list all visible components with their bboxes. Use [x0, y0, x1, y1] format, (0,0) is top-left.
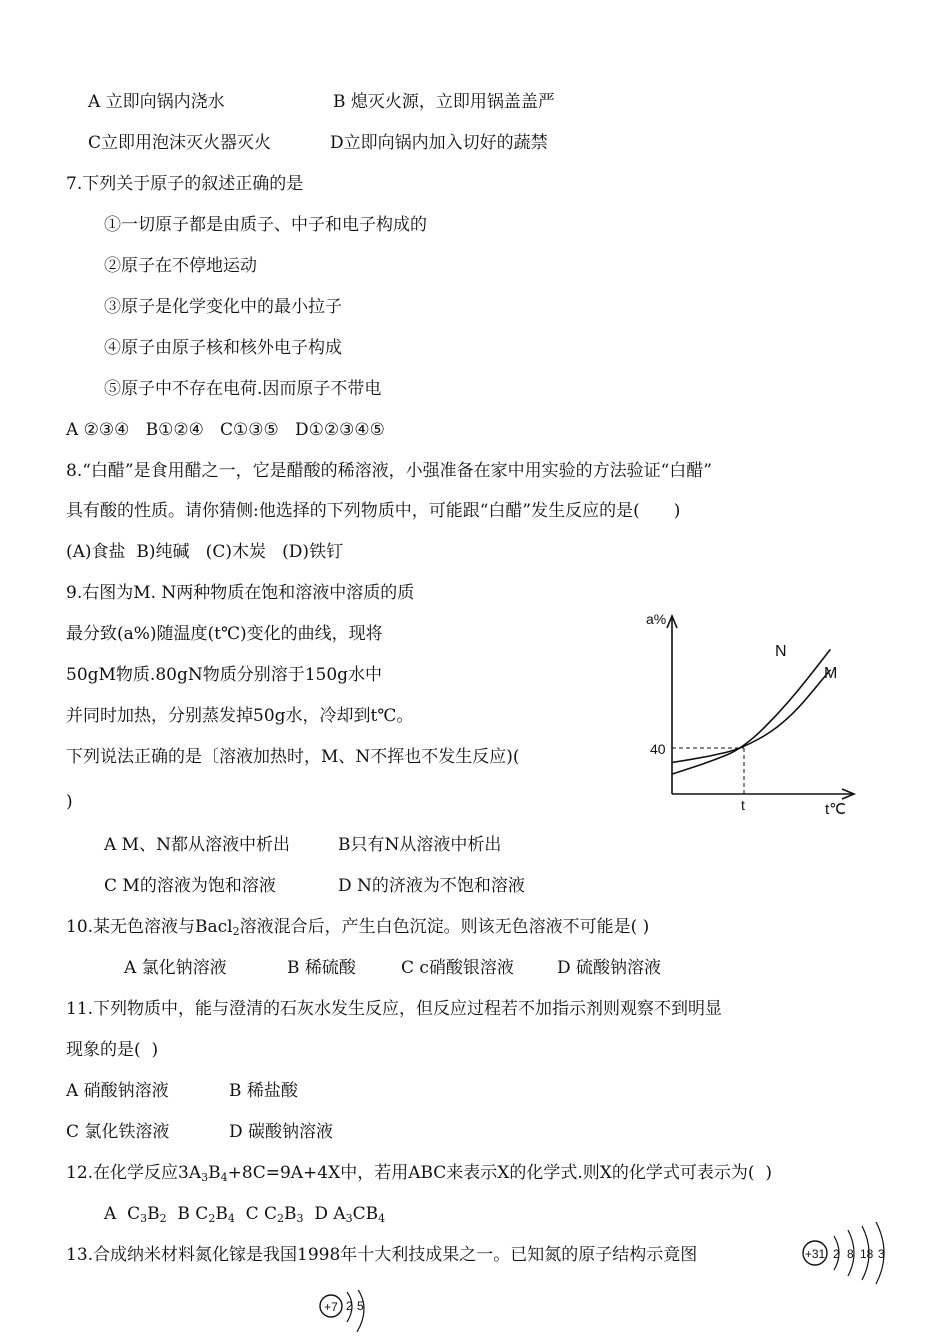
q12-part: 12.在化学反应3A	[66, 1163, 202, 1183]
q7-statement-3: ③原子是化学变化中的最小拉子	[104, 297, 342, 317]
q12-stem	[66, 1161, 772, 1190]
n-shell-2: 5	[357, 1299, 364, 1313]
q6-option-d: D立即向锅内加入切好的蔬禁	[330, 133, 548, 153]
q12-opt-sub: 2	[277, 1212, 285, 1225]
nitrogen-atom-diagram	[315, 1290, 375, 1340]
q12-opt-sub: 3	[296, 1212, 304, 1225]
q10-option-c: C c硝酸银溶液	[401, 958, 514, 978]
series-label-n: N	[775, 643, 787, 660]
q12-opt-sub: 3	[140, 1212, 148, 1225]
q12-options	[104, 1202, 385, 1231]
q8-stem-line1: 8.“白醋”是食用醋之一，它是醋酸的稀溶液，小强准备在家中用实验的方法验证“白醋”	[66, 461, 712, 481]
q12-option-b: B C	[166, 1204, 209, 1224]
x-axis-label: t℃	[825, 801, 847, 818]
q10-stem	[66, 915, 649, 944]
n-nucleus-label: +7	[324, 1300, 338, 1314]
q12-opt-sub: 3	[345, 1212, 353, 1225]
ga-shell-2: 8	[847, 1247, 854, 1261]
q9-option-a: A M、N都从溶液中析出	[104, 835, 290, 855]
q12-part: +8C=9A+4X中，若用ABC来表示X的化学式.则X的化学式可表示为( )	[227, 1163, 772, 1183]
q11-stem-line1: 11.下列物质中，能与澄清的石灰水发生反应，但反应过程若不加指示剂则观察不到明显	[66, 999, 723, 1019]
y-tick-40: 40	[650, 741, 666, 757]
q9-stem-line2: 最分致(a%)随温度(t℃)变化的曲线，现将	[66, 624, 383, 644]
q10-option-d: D 硫酸钠溶液	[557, 958, 662, 978]
q12-option-c: C C	[234, 1204, 278, 1224]
q9-stem-line4: 并同时加热，分别蒸发掉50g水，冷却到t℃。	[66, 706, 414, 726]
q10-stem-post: 溶液混合后，产生白色沉淀。则该无色溶液不可能是( )	[239, 917, 650, 937]
q9-option-c: C M的溶液为饱和溶液	[104, 876, 276, 896]
q11-stem-line2: 现象的是( )	[66, 1040, 159, 1060]
q12-subscript: 3	[201, 1171, 209, 1184]
q6-option-b: B 熄灭火源，立即用锅盖盖严	[333, 92, 555, 112]
q12-opt-sub: 4	[227, 1212, 235, 1225]
q7-stem: 7.下列关于原子的叙述正确的是	[66, 174, 304, 194]
q7-statement-5: ⑤原子中不存在电荷.因而原子不带电	[104, 379, 382, 399]
x-tick-t: t	[741, 797, 745, 813]
q12-opt-part: B	[215, 1204, 228, 1224]
q9-option-b: B只有N从溶液中析出	[338, 835, 502, 855]
q9-stem-line1: 9.右图为M. N两种物质在饱和溶液中溶质的质	[66, 583, 415, 603]
series-curve-m	[672, 670, 830, 763]
q12-opt-sub: 2	[208, 1212, 216, 1225]
solubility-chart	[638, 598, 868, 823]
q9-stem-line3: 50gM物质.80gN物质分别溶于150g水中	[66, 665, 383, 685]
gallium-atom-diagram	[800, 1222, 900, 1288]
ga-nucleus-label: +31	[804, 1247, 826, 1261]
q11-option-d: D 碳酸钠溶液	[229, 1122, 334, 1142]
q8-options: (A)食盐 B)纯碱 (C)木炭 (D)铁钉	[66, 542, 344, 562]
q10-option-a: A 氯化钠溶液	[124, 958, 227, 978]
q11-option-c: C 氯化铁溶液	[66, 1122, 170, 1142]
series-label-m: M	[824, 665, 838, 682]
q12-opt-part: B	[284, 1204, 297, 1224]
q12-opt-sub: 4	[378, 1212, 386, 1225]
q12-part: B	[208, 1163, 221, 1183]
ga-shell-3: 18	[860, 1247, 874, 1261]
q6-option-c: C立即用泡沫灭火器灭火	[88, 133, 272, 153]
q9-stem-line6: )	[66, 792, 73, 812]
q6-option-a: A 立即向锅内浇水	[88, 92, 225, 112]
q11-option-b: B 稀盐酸	[229, 1081, 298, 1101]
ga-shell-1: 2	[833, 1247, 840, 1261]
q7-statement-2: ②原子在不停地运动	[104, 256, 257, 276]
q7-statement-4: ④原子由原子核和核外电子构成	[104, 338, 342, 358]
y-axis-label: a%	[646, 611, 667, 627]
q12-opt-sub: 2	[159, 1212, 167, 1225]
q9-stem-line5: 下列说法正确的是〔溶液加热时，M、N不挥也不发生反应)(	[66, 747, 520, 767]
q12-option-a: A C	[104, 1204, 141, 1224]
ga-shell-4: 3	[878, 1247, 885, 1261]
q10-stem-pre: 10.某无色溶液与Bacl	[66, 917, 233, 937]
n-shell-1: 2	[346, 1299, 353, 1313]
q9-option-d: D N的济液为不饱和溶液	[338, 876, 525, 896]
series-curve-n	[672, 649, 830, 774]
q10-option-b: B 稀硫酸	[287, 958, 356, 978]
q7-statement-1: ①一切原子都是由质子、中子和电子构成的	[104, 215, 427, 235]
q11-option-a: A 硝酸钠溶液	[66, 1081, 169, 1101]
q10-subscript: 2	[232, 925, 240, 938]
q12-opt-part: CB	[352, 1204, 379, 1224]
q13-stem: 13.合成纳米材料氮化镓是我国1998年十大利技成果之一。已知氮的原子结构示竟图	[66, 1245, 698, 1265]
q12-opt-part: B	[147, 1204, 160, 1224]
q12-option-d: D A	[303, 1204, 346, 1224]
q8-stem-line2: 具有酸的性质。请你猜侧:他选择的下列物质中，可能跟“白醋”发生反应的是( )	[66, 501, 681, 521]
q12-subscript: 4	[220, 1171, 228, 1184]
q7-options: A ②③④ B①②④ C①③⑤ D①②③④⑤	[66, 420, 385, 440]
